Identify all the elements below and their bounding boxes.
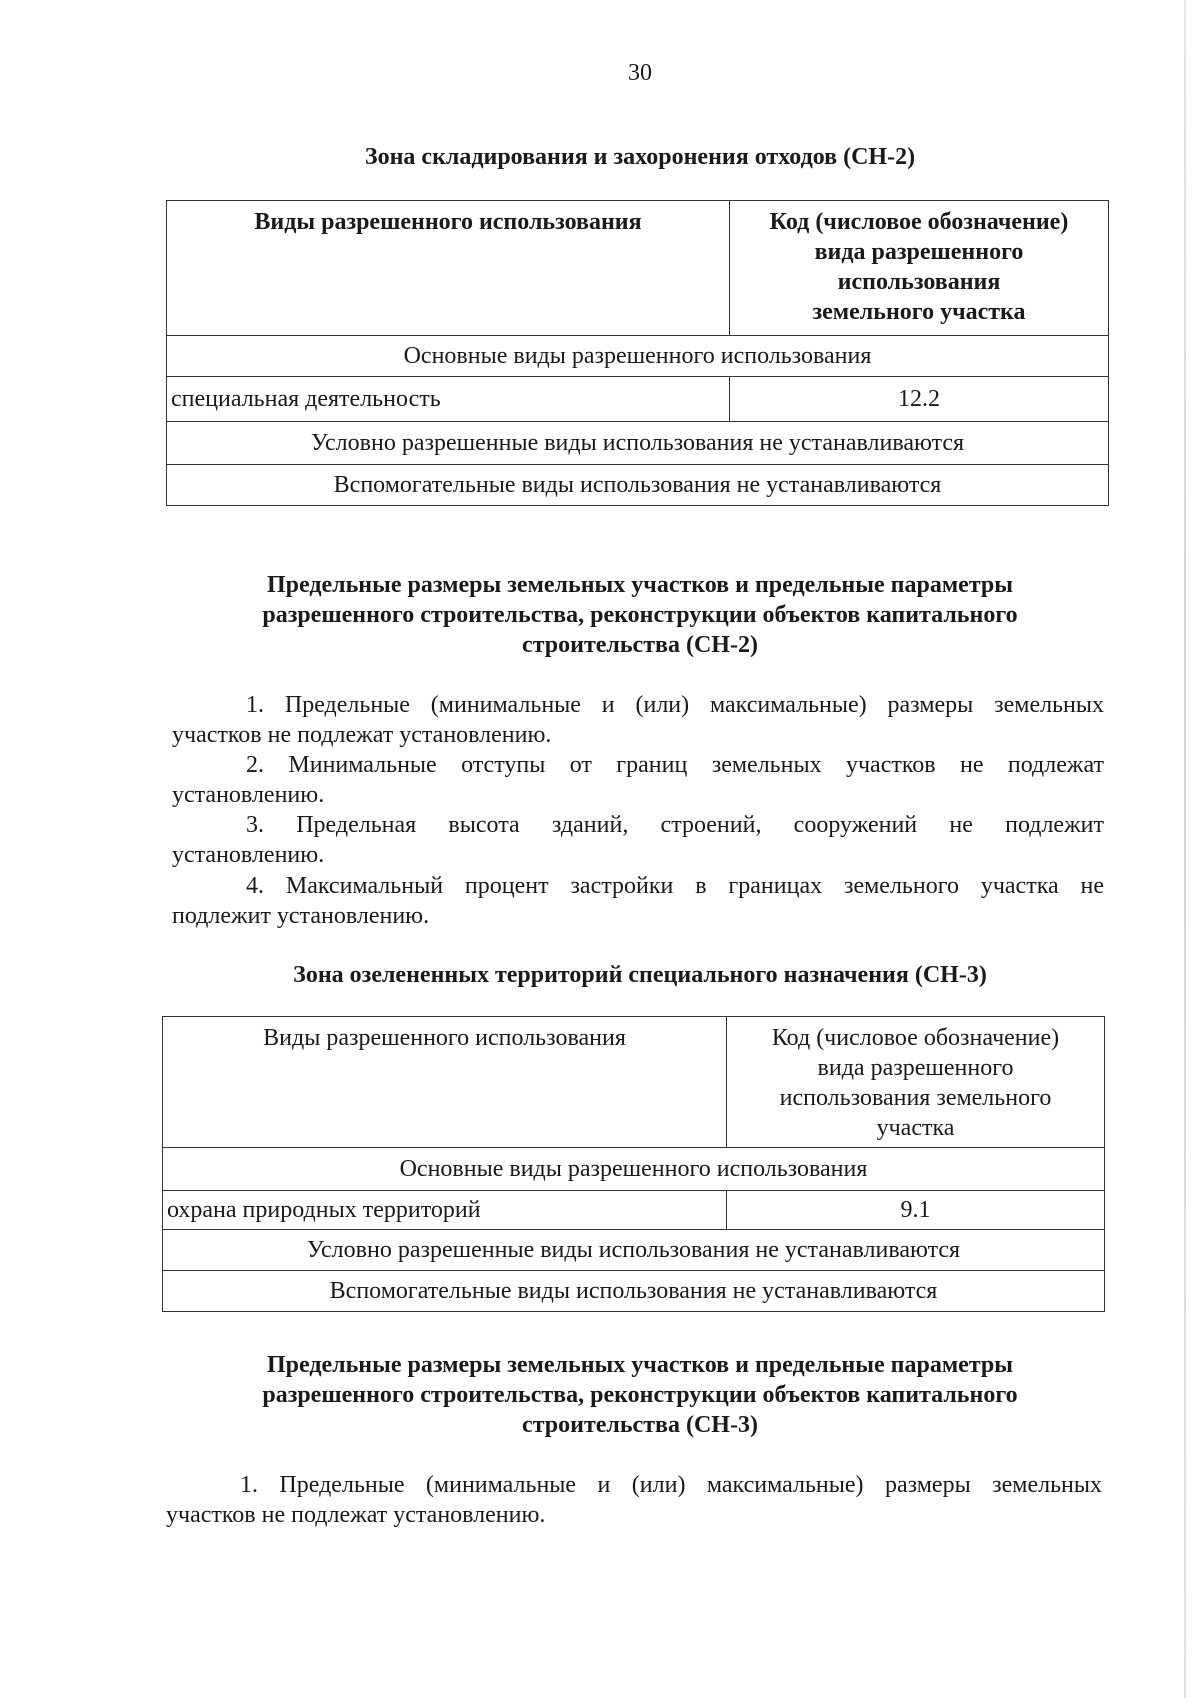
limits-ch3-item-1	[166, 1470, 1102, 1530]
header-line: земельного участка	[812, 299, 1026, 325]
use-type-cell: охрана природных территорий	[163, 1191, 727, 1230]
limits-ch2-item-3	[172, 810, 1104, 870]
title-line: Предельные размеры земельных участков и предельные параметры	[267, 1352, 1013, 1378]
table-row	[167, 465, 1109, 506]
page-edge	[1184, 0, 1186, 1698]
table-row	[167, 377, 1109, 422]
title-line: Предельные размеры земельных участков и предельные параметры	[267, 572, 1013, 598]
main-types-label: Основные виды разрешенного использования	[167, 336, 1109, 377]
table-row	[163, 1191, 1105, 1230]
main-types-label: Основные виды разрешенного использования	[163, 1148, 1105, 1191]
item-rest-line: установлению.	[172, 782, 325, 808]
column-header-use-types: Виды разрешенного использования	[163, 1017, 727, 1148]
use-code-cell: 12.2	[730, 377, 1109, 422]
item-rest-line: установлению.	[172, 842, 325, 868]
limits-ch2-title	[165, 570, 1115, 660]
table-row	[163, 1148, 1105, 1191]
item-first-line: 3. Предельная высота зданий, строений, сооружений не подлежит	[246, 812, 1104, 838]
header-line: Код (числовое обозначение)	[769, 209, 1069, 235]
item-rest-line: участков не подлежат установлению.	[172, 722, 552, 748]
page-number: 30	[628, 60, 652, 86]
use-code-cell: 9.1	[727, 1191, 1105, 1230]
item-first-line: 1. Предельные (минимальные и (или) максимальные) размеры земельных	[240, 1472, 1102, 1498]
zone-ch3-table	[162, 1016, 1105, 1312]
limits-ch3-title	[165, 1350, 1115, 1440]
conditional-types-label: Условно разрешенные виды использования не устанавливаются	[167, 422, 1109, 465]
zone-ch2-title: Зона складирования и захоронения отходов (СН-2)	[364, 144, 916, 170]
column-header-code	[730, 201, 1109, 336]
limits-ch2-item-1	[172, 690, 1104, 750]
limits-ch2-item-4	[172, 871, 1104, 931]
limits-ch2-item-2	[172, 750, 1104, 810]
title-line: строительства (СН-2)	[522, 632, 758, 658]
table-row	[163, 1230, 1105, 1271]
header-line: Код (числовое обозначение)	[771, 1025, 1060, 1051]
table-row	[167, 422, 1109, 465]
zone-ch3-title: Зона озелененных территорий специального назначения (СН-3)	[293, 962, 987, 988]
zone-ch2-table	[166, 200, 1109, 506]
header-line: вида разрешенного	[817, 1055, 1014, 1081]
table-row	[163, 1271, 1105, 1312]
header-line: вида разрешенного	[814, 239, 1024, 265]
item-rest-line: подлежит установлению.	[172, 903, 430, 929]
item-first-line: 1. Предельные (минимальные и (или) максимальные) размеры земельных	[246, 692, 1104, 718]
auxiliary-types-label: Вспомогательные виды использования не устанавливаются	[167, 465, 1109, 506]
header-line: использования	[837, 269, 1001, 295]
table-row	[167, 336, 1109, 377]
table-header-row	[167, 201, 1109, 336]
auxiliary-types-label: Вспомогательные виды использования не устанавливаются	[163, 1271, 1105, 1312]
title-line: разрешенного строительства, реконструкции объектов капитального	[262, 1382, 1018, 1408]
title-line: строительства (СН-3)	[522, 1412, 758, 1438]
column-header-use-types: Виды разрешенного использования	[167, 201, 730, 336]
header-line: участка	[876, 1115, 955, 1141]
use-type-cell: специальная деятельность	[167, 377, 730, 422]
item-first-line: 4. Максимальный процент застройки в границах земельного участка не	[246, 873, 1104, 899]
header-line: использования земельного	[779, 1085, 1052, 1111]
title-line: разрешенного строительства, реконструкции объектов капитального	[262, 602, 1018, 628]
item-first-line: 2. Минимальные отступы от границ земельных участков не подлежат	[246, 752, 1104, 778]
conditional-types-label: Условно разрешенные виды использования не устанавливаются	[163, 1230, 1105, 1271]
table-header-row	[163, 1017, 1105, 1148]
item-rest-line: участков не подлежат установлению.	[166, 1502, 546, 1528]
column-header-code	[727, 1017, 1105, 1148]
